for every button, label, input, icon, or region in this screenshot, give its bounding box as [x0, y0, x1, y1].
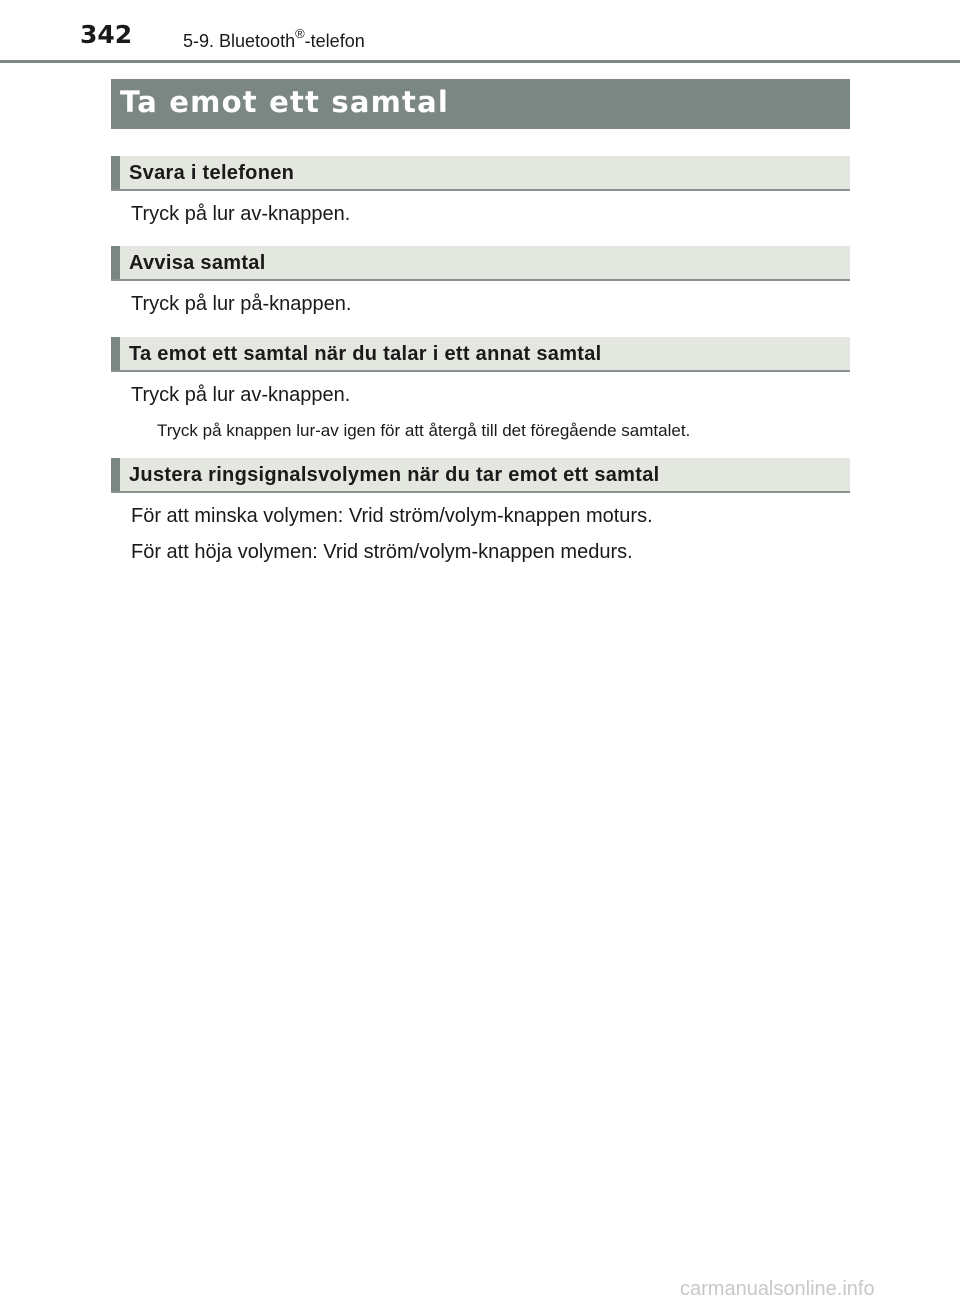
note-text: Tryck på knappen lur-av igen för att återgå till det föregående samtalet.	[157, 421, 691, 440]
instruction-text: Tryck på lur av-knappen.	[131, 384, 351, 406]
registered-mark: ®	[295, 26, 305, 41]
section-path	[183, 28, 365, 52]
subheading-label: Justera ringsignalsvolymen när du tar emot ett samtal	[129, 464, 660, 486]
page-title-band	[111, 79, 850, 129]
subheading-answer-phone	[111, 156, 850, 191]
subheading-label: Svara i telefonen	[129, 162, 295, 184]
instruction-text: Tryck på lur på-knappen.	[131, 293, 352, 315]
subheading-ringtone-volume	[111, 458, 850, 493]
header-rule	[0, 60, 960, 63]
subheading-reject-call	[111, 246, 850, 281]
page-header	[0, 0, 960, 62]
instruction-text: Tryck på lur av-knappen.	[131, 203, 351, 225]
section-path-prefix: 5-9. Bluetooth	[183, 31, 296, 51]
section-path-suffix: -telefon	[304, 31, 365, 51]
subheading-call-waiting	[111, 337, 850, 372]
watermark: carmanualsonline.info	[680, 1278, 875, 1300]
page-number: 342	[80, 20, 133, 49]
subheading-label: Avvisa samtal	[129, 252, 266, 274]
subheading-label: Ta emot ett samtal när du talar i ett annat samtal	[129, 343, 602, 365]
instruction-text: För att höja volymen: Vrid ström/volym-knappen medurs.	[131, 541, 633, 563]
page-title: Ta emot ett samtal	[120, 85, 449, 119]
instruction-text: För att minska volymen: Vrid ström/volym-knappen moturs.	[131, 505, 653, 527]
